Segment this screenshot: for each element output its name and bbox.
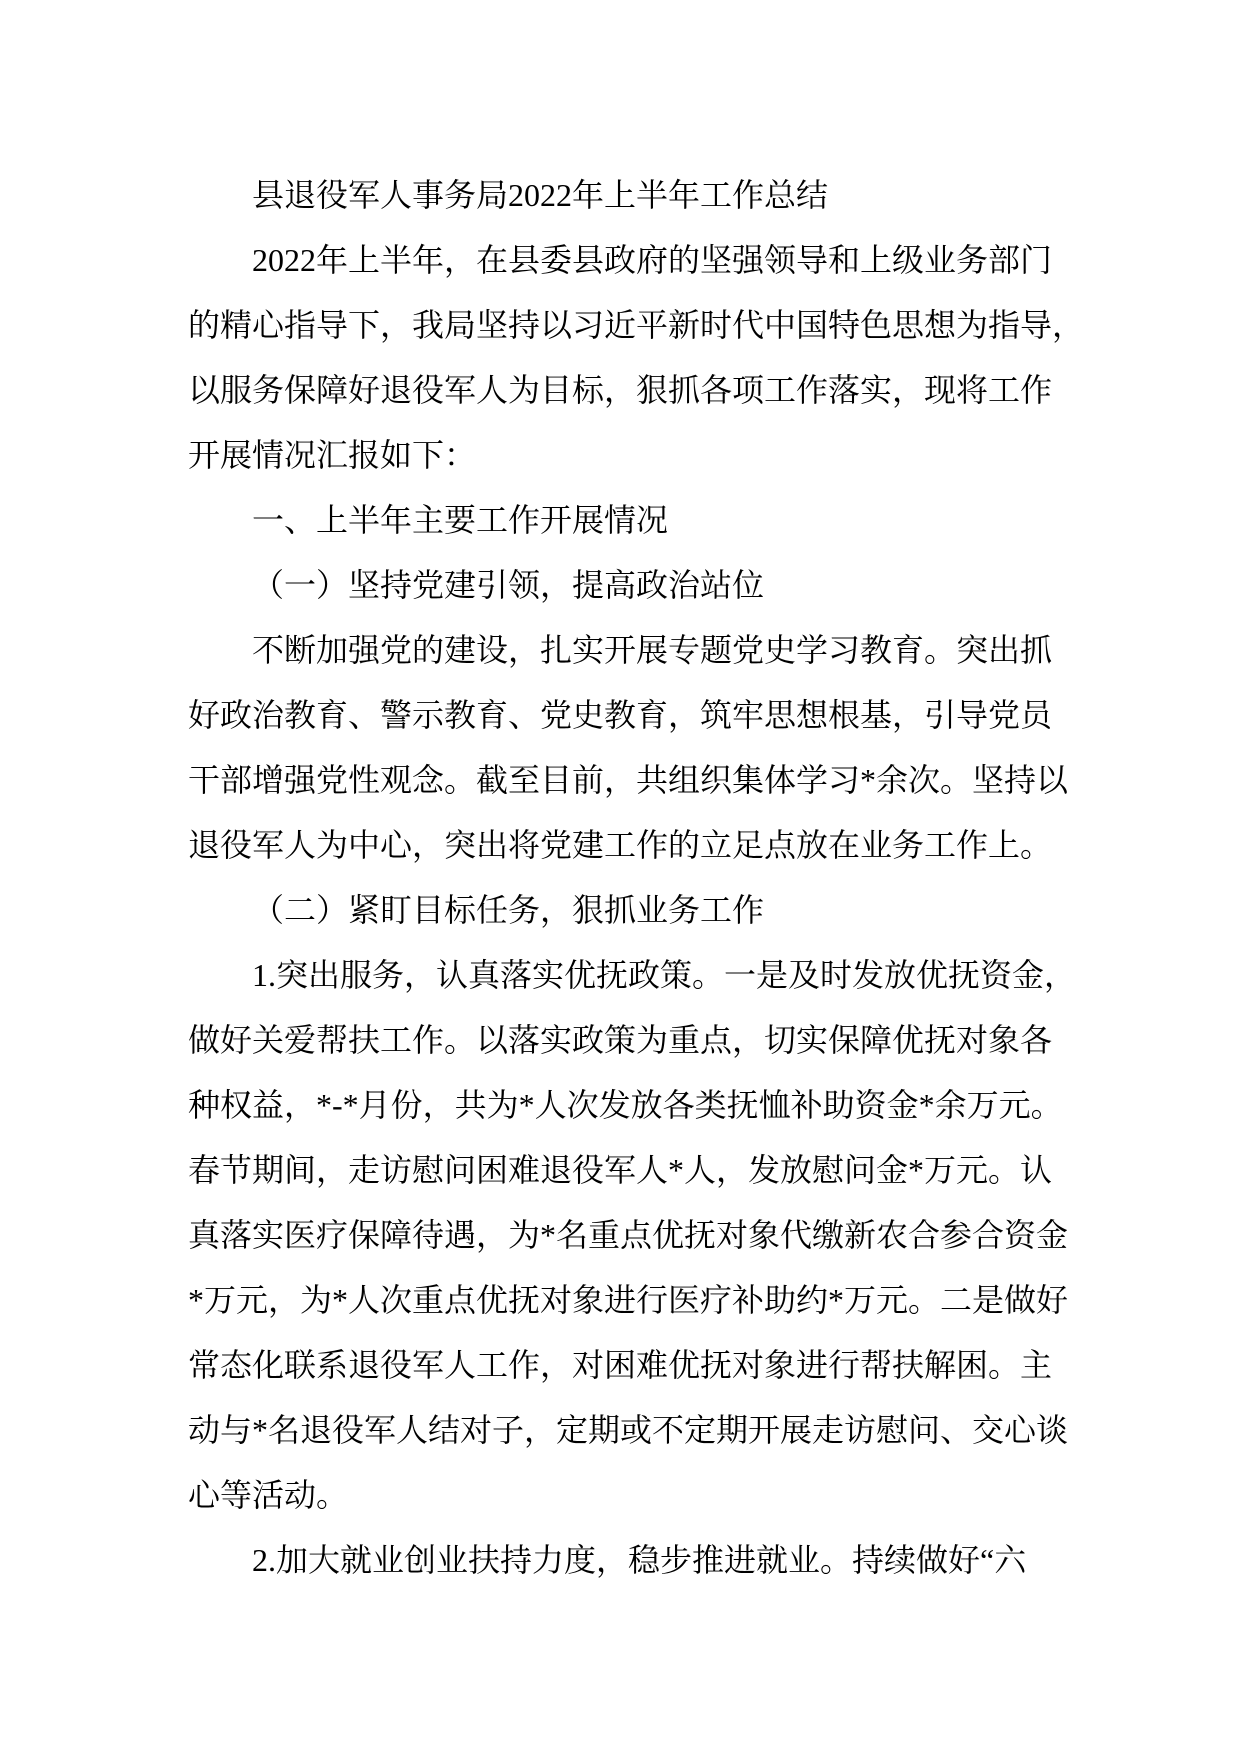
paragraph-line: 心等活动。 bbox=[188, 1477, 349, 1513]
paragraph-line: 1.突出服务，认真落实优抚政策。一是及时发放优抚资金， bbox=[252, 957, 1077, 993]
paragraph-line: *万元，为*人次重点优抚对象进行医疗补助约*万元。二是做好 bbox=[188, 1282, 1069, 1318]
document-title: 县退役军人事务局2022年上半年工作总结 bbox=[252, 177, 829, 213]
service-paragraph bbox=[188, 943, 1188, 1528]
paragraph-line: 做好关爱帮扶工作。以落实政策为重点，切实保障优抚对象各 bbox=[188, 1022, 1053, 1058]
paragraph-line: 种权益，*-*月份，共为*人次发放各类抚恤补助资金*余万元。 bbox=[188, 1087, 1063, 1123]
subsection-heading: （二）紧盯目标任务，狠抓业务工作 bbox=[252, 892, 765, 928]
paragraph-line: 的精心指导下，我局坚持以习近平新时代中国特色思想为指导， bbox=[188, 307, 1085, 343]
party-building-paragraph bbox=[188, 618, 1188, 878]
paragraph-line: 真落实医疗保障待遇，为*名重点优抚对象代缴新农合参合资金 bbox=[188, 1217, 1069, 1253]
paragraph-line: 以服务保障好退役军人为目标，狠抓各项工作落实，现将工作 bbox=[188, 372, 1053, 408]
document-body bbox=[188, 163, 1188, 1593]
paragraph-line: 2.加大就业创业扶持力度，稳步推进就业。持续做好“六 bbox=[252, 1542, 1027, 1578]
paragraph-line: 好政治教育、警示教育、党史教育，筑牢思想根基，引导党员 bbox=[188, 697, 1053, 733]
paragraph-line: 退役军人为中心，突出将党建工作的立足点放在业务工作上。 bbox=[188, 827, 1053, 863]
paragraph-line: 干部增强党性观念。截至目前，共组织集体学习*余次。坚持以 bbox=[188, 762, 1069, 798]
subsection-heading: （一）坚持党建引领，提高政治站位 bbox=[252, 567, 765, 603]
intro-paragraph bbox=[188, 228, 1188, 488]
paragraph-line: 不断加强党的建设，扎实开展专题党史学习教育。突出抓 bbox=[252, 632, 1053, 668]
paragraph-line: 动与*名退役军人结对子，定期或不定期开展走访慰问、交心谈 bbox=[188, 1412, 1069, 1448]
employment-paragraph bbox=[188, 1528, 1188, 1593]
section-heading: 一、上半年主要工作开展情况 bbox=[252, 502, 669, 538]
paragraph-line: 2022年上半年，在县委县政府的坚强领导和上级业务部门 bbox=[252, 242, 1053, 278]
paragraph-line: 常态化联系退役军人工作，对困难优抚对象进行帮扶解困。主 bbox=[188, 1347, 1053, 1383]
paragraph-line: 春节期间，走访慰问困难退役军人*人，发放慰问金*万元。认 bbox=[188, 1152, 1053, 1188]
paragraph-line: 开展情况汇报如下： bbox=[188, 437, 477, 473]
